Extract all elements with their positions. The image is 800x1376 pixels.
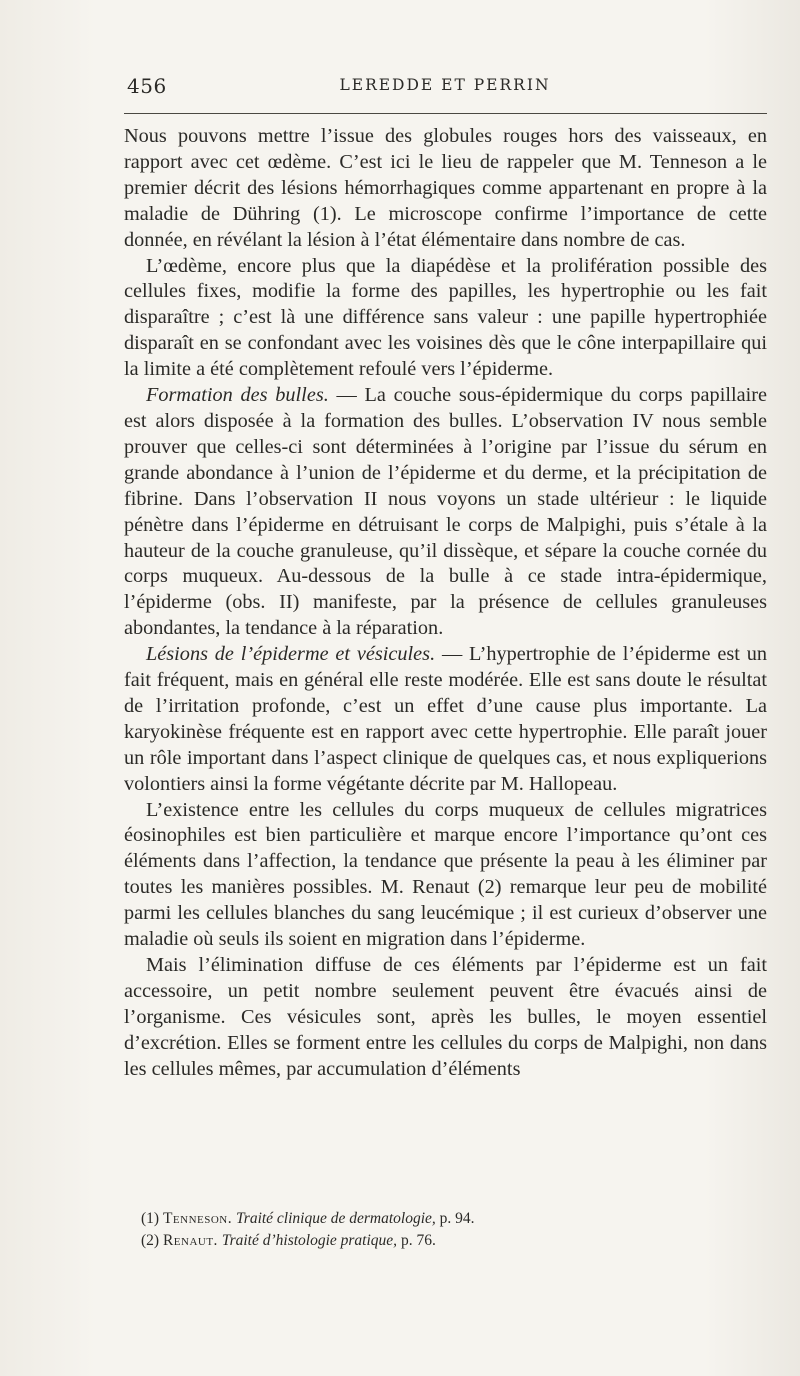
paragraph-2: L’œdème, encore plus que la diapédèse et la prolifération possible des cellules fixes, modifie la forme des papilles, les hypertrophie ou les fait disparaître ; c’est là une différence sans valeur : une papille hypertrophiée disparaît en se confondant avec les voisines dès que le cône interpapillaire qui la limite a été complètement refoulé vers l’épiderme. [124,254,767,381]
running-head: LEREDDE ET PERRIN [339,76,551,94]
section-title-bulles: Formation des bulles. [146,384,329,407]
paragraph-5: L’existence entre les cellules du corps muqueux de cellules migratrices éosinophiles est bien particulière et marque encore l’importance qu’ont ces éléments dans l’affection, la tendance que présente la peau à les éliminer par toutes les manières possibles. M. Renaut (2) remarque leur peu de mobilité parmi les cellules blanches du sang leucémique ; il est curieux d’observer une maladie où seuls ils soient en migration dans l’épiderme. [124,798,767,951]
footnote-2-marker: (2) [141,1232,160,1249]
footnote-2-page: p. 76. [397,1232,436,1249]
paragraph-3-text: — La couche sous-épidermique du corps papillaire est alors disposée à la formation des bulles. L’observation IV nous semble prouver que celles-ci sont déterminées à l’origine par l’issue du sérum en grande abondance à l’union de l’épiderme et du derme, et la précipitation de fibrine. Dans l’observation II nous voyons un stade ultérieur : le liquide pénètre dans l’épiderme en détruisant le corps de Malpighi, puis s’étale à la hauteur de la couche granuleuse, qu’il dissèque, et sépare la couche cornée du corps muqueux. Au-dessous de la bulle à ce stade intra-épidermique, l’épiderme (obs. II) manifeste, par la présence de cellules granuleuses abondantes, la tendance à la réparation. [124,384,767,640]
footnote-2-author: Renaut. [162,1232,218,1249]
footnote-1-page: p. 94. [435,1210,475,1227]
footnote-1 [124,1208,767,1230]
header-rule [124,113,767,114]
main-text [124,124,767,1083]
paragraph-4 [124,642,767,797]
footnote-2 [124,1230,767,1252]
paragraph-1: Nous pouvons mettre l’issue des globules rouges hors des vaisseaux, en rapport avec cet œdème. C’est ici le lieu de rappeler que M. Tenneson a le premier décrit des lésions hémorrhagiques comme appartenant en propre à la maladie de Dühring (1). Le microscope confirme l’importance de cette donnée, en révélant la lésion à l’état élémentaire dans nombre de cas. [124,125,767,251]
footnote-2-title: Traité d’histologie pratique, [221,1232,398,1249]
page-number: 456 [127,74,167,98]
paragraph-6: Mais l’élimination diffuse de ces éléments par l’épiderme est un fait accessoire, un petit nombre seulement peuvent être évacués ainsi de l’organisme. Ces vésicules sont, après les bulles, le moyen essentiel d’excrétion. Elles se forment entre les cellules du corps de Malpighi, non dans les cellules mêmes, par accumulation d’éléments [124,954,767,1080]
footnote-1-marker: (1) [141,1210,160,1227]
footnote-1-title: Traité clinique de dermatologie, [236,1210,436,1227]
footnotes [124,1208,767,1252]
paragraph-3 [124,383,767,642]
page-header [124,74,766,104]
footnote-1-author: Tenneson. [162,1210,233,1227]
section-title-epiderme: Lésions de l’épiderme et vésicules. [146,643,436,666]
paragraph-4-text: — L’hypertrophie de l’épiderme est un fait fréquent, mais en général elle reste modérée. Elle est sans doute le résultat de l’irritation profonde, c’est un effet d’une cause plus importante. La karyokinèse fréquente est en rapport avec cette hypertrophie. Elle paraît jouer un rôle important dans l’aspect clinique de quelques cas, et nous expliquerions volontiers ainsi la forme végétante décrite par M. Hallopeau. [124,643,767,795]
